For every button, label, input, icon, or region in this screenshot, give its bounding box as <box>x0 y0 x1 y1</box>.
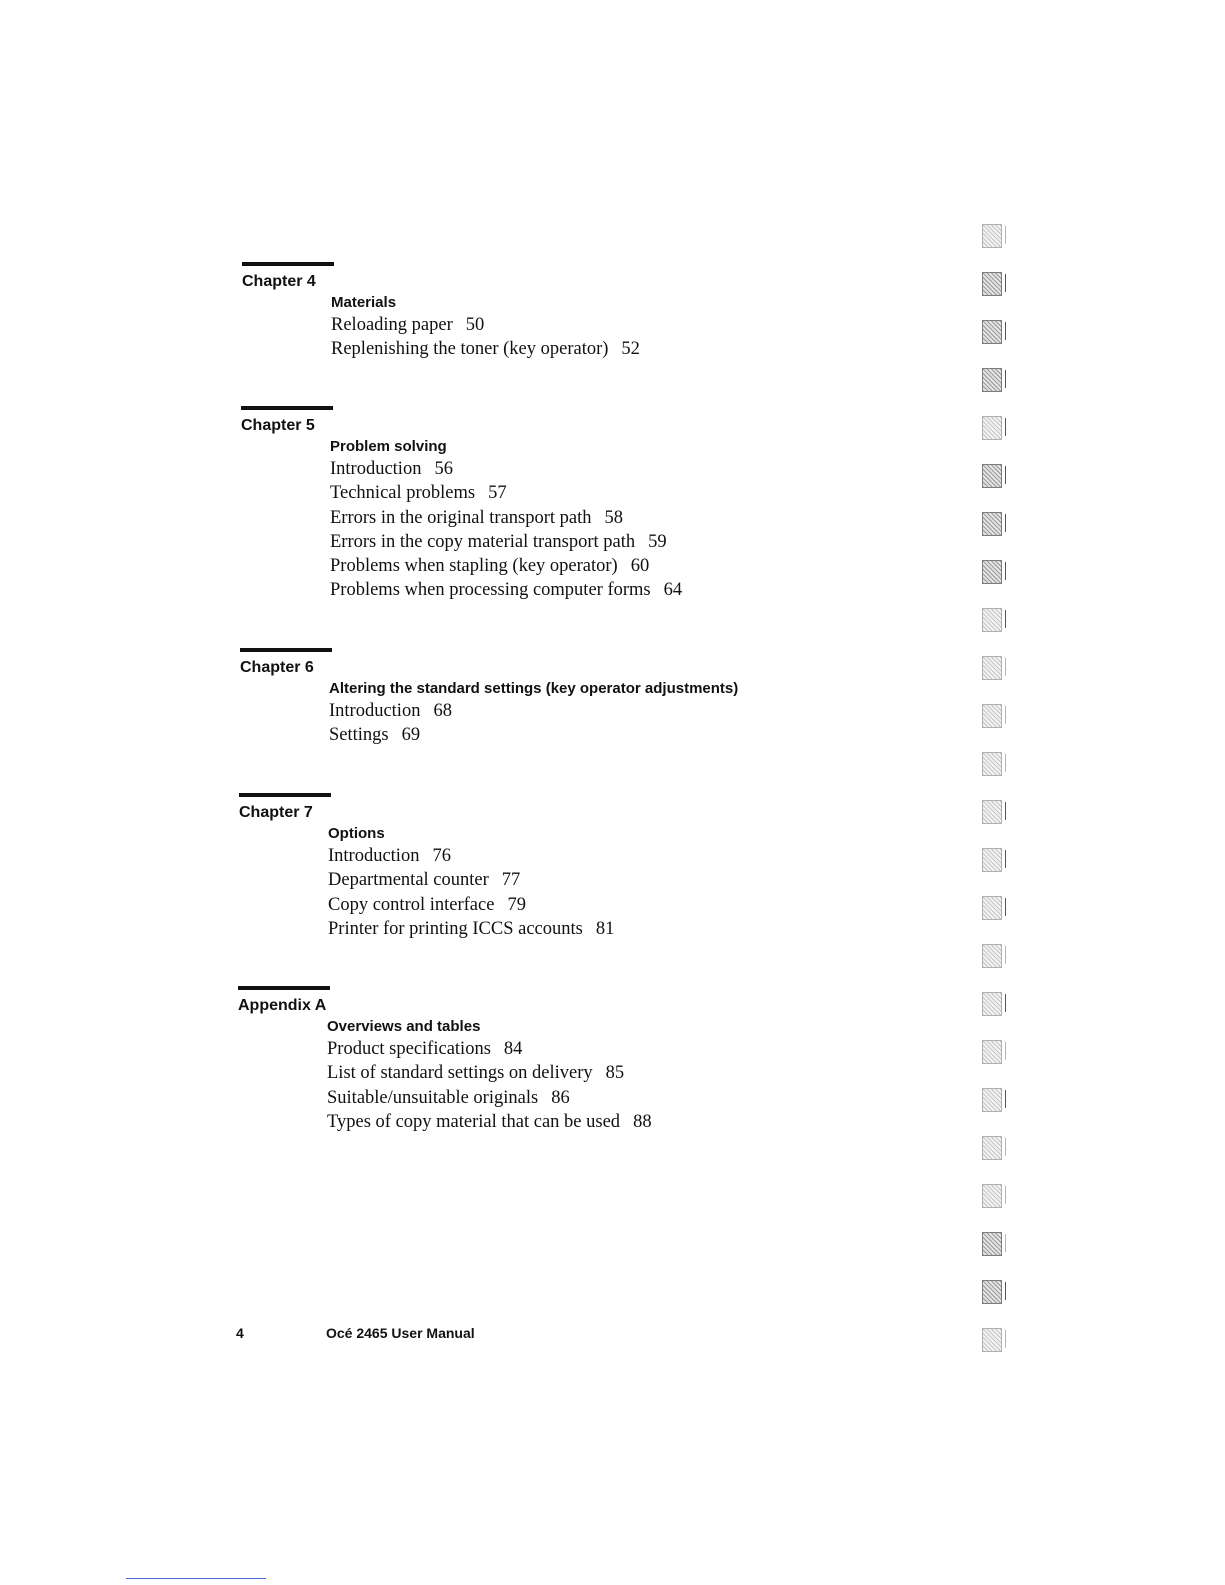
binding-hole <box>982 368 1002 392</box>
binding-tick <box>1005 946 1006 964</box>
binding-hole <box>982 800 1002 824</box>
toc-entry-page: 50 <box>465 315 485 335</box>
chapter-rule <box>238 986 330 990</box>
binding-tick <box>1005 418 1006 436</box>
chapter-label: Chapter 6 <box>240 659 314 676</box>
toc-entry-page: 77 <box>501 870 521 891</box>
toc-entry-text: Reloading paper <box>331 315 453 335</box>
toc-entry-page: 58 <box>604 507 624 528</box>
toc-entry-text: Copy control interface <box>328 894 495 915</box>
section-title: Options <box>328 825 385 842</box>
toc-entry-page: 81 <box>595 918 615 939</box>
binding-hole <box>982 1040 1002 1064</box>
binding-tick <box>1005 1282 1006 1300</box>
binding-hole <box>982 704 1002 728</box>
binding-hole <box>982 1184 1002 1208</box>
toc-entry <box>327 1037 652 1061</box>
toc-entry-text: Introduction <box>329 701 421 721</box>
section-title: Materials <box>331 294 397 311</box>
binding-hole <box>982 1136 1002 1160</box>
chapter-label: Appendix A <box>238 997 327 1014</box>
binding-tick <box>1005 1330 1006 1348</box>
toc-entry <box>329 699 452 723</box>
toc-entry <box>330 530 682 554</box>
binding-holes <box>982 224 1022 1364</box>
binding-tick <box>1005 1042 1006 1060</box>
toc-entry-text: Problems when processing computer forms <box>330 580 651 601</box>
chapter-rule <box>239 793 331 797</box>
toc-entry-page: 76 <box>432 846 451 866</box>
chapter-label: Chapter 7 <box>239 804 313 821</box>
toc-entry-page: 57 <box>488 483 507 504</box>
binding-tick <box>1005 706 1006 724</box>
binding-tick <box>1005 466 1006 484</box>
toc-entry <box>330 578 682 602</box>
binding-hole <box>982 272 1002 296</box>
binding-tick <box>1005 370 1006 388</box>
binding-tick <box>1005 1138 1006 1156</box>
binding-tick <box>1005 1234 1006 1252</box>
binding-tick <box>1005 754 1006 772</box>
toc-entry <box>330 506 682 530</box>
chapter-rule <box>242 262 334 266</box>
binding-hole <box>982 224 1002 248</box>
binding-hole <box>982 848 1002 872</box>
toc-entries <box>329 699 452 748</box>
chapter-rule <box>240 648 332 652</box>
binding-hole <box>982 896 1002 920</box>
toc-entry <box>328 844 614 868</box>
binding-hole <box>982 1328 1002 1352</box>
binding-tick <box>1005 274 1006 292</box>
toc-entry <box>328 893 614 917</box>
binding-tick <box>1005 610 1006 628</box>
binding-tick <box>1005 514 1006 532</box>
binding-hole <box>982 992 1002 1016</box>
toc-entry-text: Technical problems <box>330 483 476 504</box>
toc-entry-text: Errors in the original transport path <box>330 507 592 528</box>
toc-entry <box>330 554 682 578</box>
toc-entry <box>331 313 640 337</box>
toc-entry-text: Problems when stapling (key operator) <box>330 556 618 577</box>
toc-entry-text: List of standard settings on delivery <box>327 1063 593 1084</box>
toc-entries <box>330 457 682 603</box>
binding-tick <box>1005 226 1006 244</box>
toc-entry-page: 84 <box>503 1039 523 1059</box>
toc-entry-text: Errors in the copy material transport path <box>330 531 636 552</box>
chapter-label: Chapter 5 <box>241 417 315 434</box>
toc-entry <box>328 868 614 892</box>
binding-tick <box>1005 562 1006 580</box>
binding-hole <box>982 1088 1002 1112</box>
binding-tick <box>1005 898 1006 916</box>
scan-artifact-line <box>126 1578 266 1579</box>
binding-hole <box>982 1280 1002 1304</box>
binding-hole <box>982 752 1002 776</box>
toc-entry-page: 79 <box>507 894 526 915</box>
binding-tick <box>1005 1186 1006 1204</box>
toc-entry-text: Printer for printing ICCS accounts <box>328 918 583 939</box>
toc-entries <box>331 313 640 362</box>
section-title: Altering the standard settings (key operator adjustments) <box>329 680 739 697</box>
binding-hole <box>982 560 1002 584</box>
toc-entries <box>327 1037 652 1134</box>
toc-entry-page: 64 <box>663 580 683 601</box>
binding-tick <box>1005 802 1006 820</box>
binding-hole <box>982 656 1002 680</box>
toc-entry <box>327 1061 652 1085</box>
toc-entry-page: 85 <box>605 1063 625 1084</box>
toc-entry-text: Settings <box>329 725 389 746</box>
binding-hole <box>982 608 1002 632</box>
binding-tick <box>1005 658 1006 676</box>
section-title: Overviews and tables <box>327 1018 481 1035</box>
toc-entry <box>328 917 614 941</box>
toc-entry-page: 60 <box>630 556 650 577</box>
toc-entry-text: Introduction <box>328 846 420 866</box>
footer-manual-title: Océ 2465 User Manual <box>326 1325 475 1341</box>
toc-entry <box>330 481 682 505</box>
toc-entry <box>330 457 682 481</box>
binding-hole <box>982 1232 1002 1256</box>
toc-entry <box>327 1110 652 1134</box>
chapter-rule <box>241 406 333 410</box>
binding-tick <box>1005 1090 1006 1108</box>
toc-entry-text: Product specifications <box>327 1039 491 1059</box>
toc-entry <box>331 337 640 361</box>
toc-entry-text: Types of copy material that can be used <box>327 1111 621 1132</box>
toc-entry-page: 59 <box>648 531 667 552</box>
section-title: Problem solving <box>330 438 447 455</box>
binding-hole <box>982 416 1002 440</box>
binding-hole <box>982 512 1002 536</box>
toc-entry <box>329 723 452 747</box>
chapter-label: Chapter 4 <box>242 273 316 290</box>
toc-entry-text: Introduction <box>330 459 422 479</box>
binding-hole <box>982 320 1002 344</box>
toc-entry-text: Departmental counter <box>328 870 489 891</box>
toc-entry-text: Replenishing the toner (key operator) <box>331 339 609 360</box>
binding-tick <box>1005 994 1006 1012</box>
toc-entry-text: Suitable/unsuitable originals <box>327 1087 539 1108</box>
toc-entry-page: 68 <box>433 701 452 721</box>
binding-hole <box>982 944 1002 968</box>
toc-entry <box>327 1086 652 1110</box>
toc-entry-page: 56 <box>434 459 453 479</box>
footer-page-number: 4 <box>236 1325 244 1341</box>
toc-entries <box>328 844 614 941</box>
toc-entry-page: 88 <box>633 1111 652 1132</box>
binding-hole <box>982 464 1002 488</box>
toc-entry-page: 52 <box>621 339 640 360</box>
toc-entry-page: 86 <box>551 1087 570 1108</box>
binding-tick <box>1005 322 1006 340</box>
binding-tick <box>1005 850 1006 868</box>
toc-entry-page: 69 <box>401 725 421 746</box>
